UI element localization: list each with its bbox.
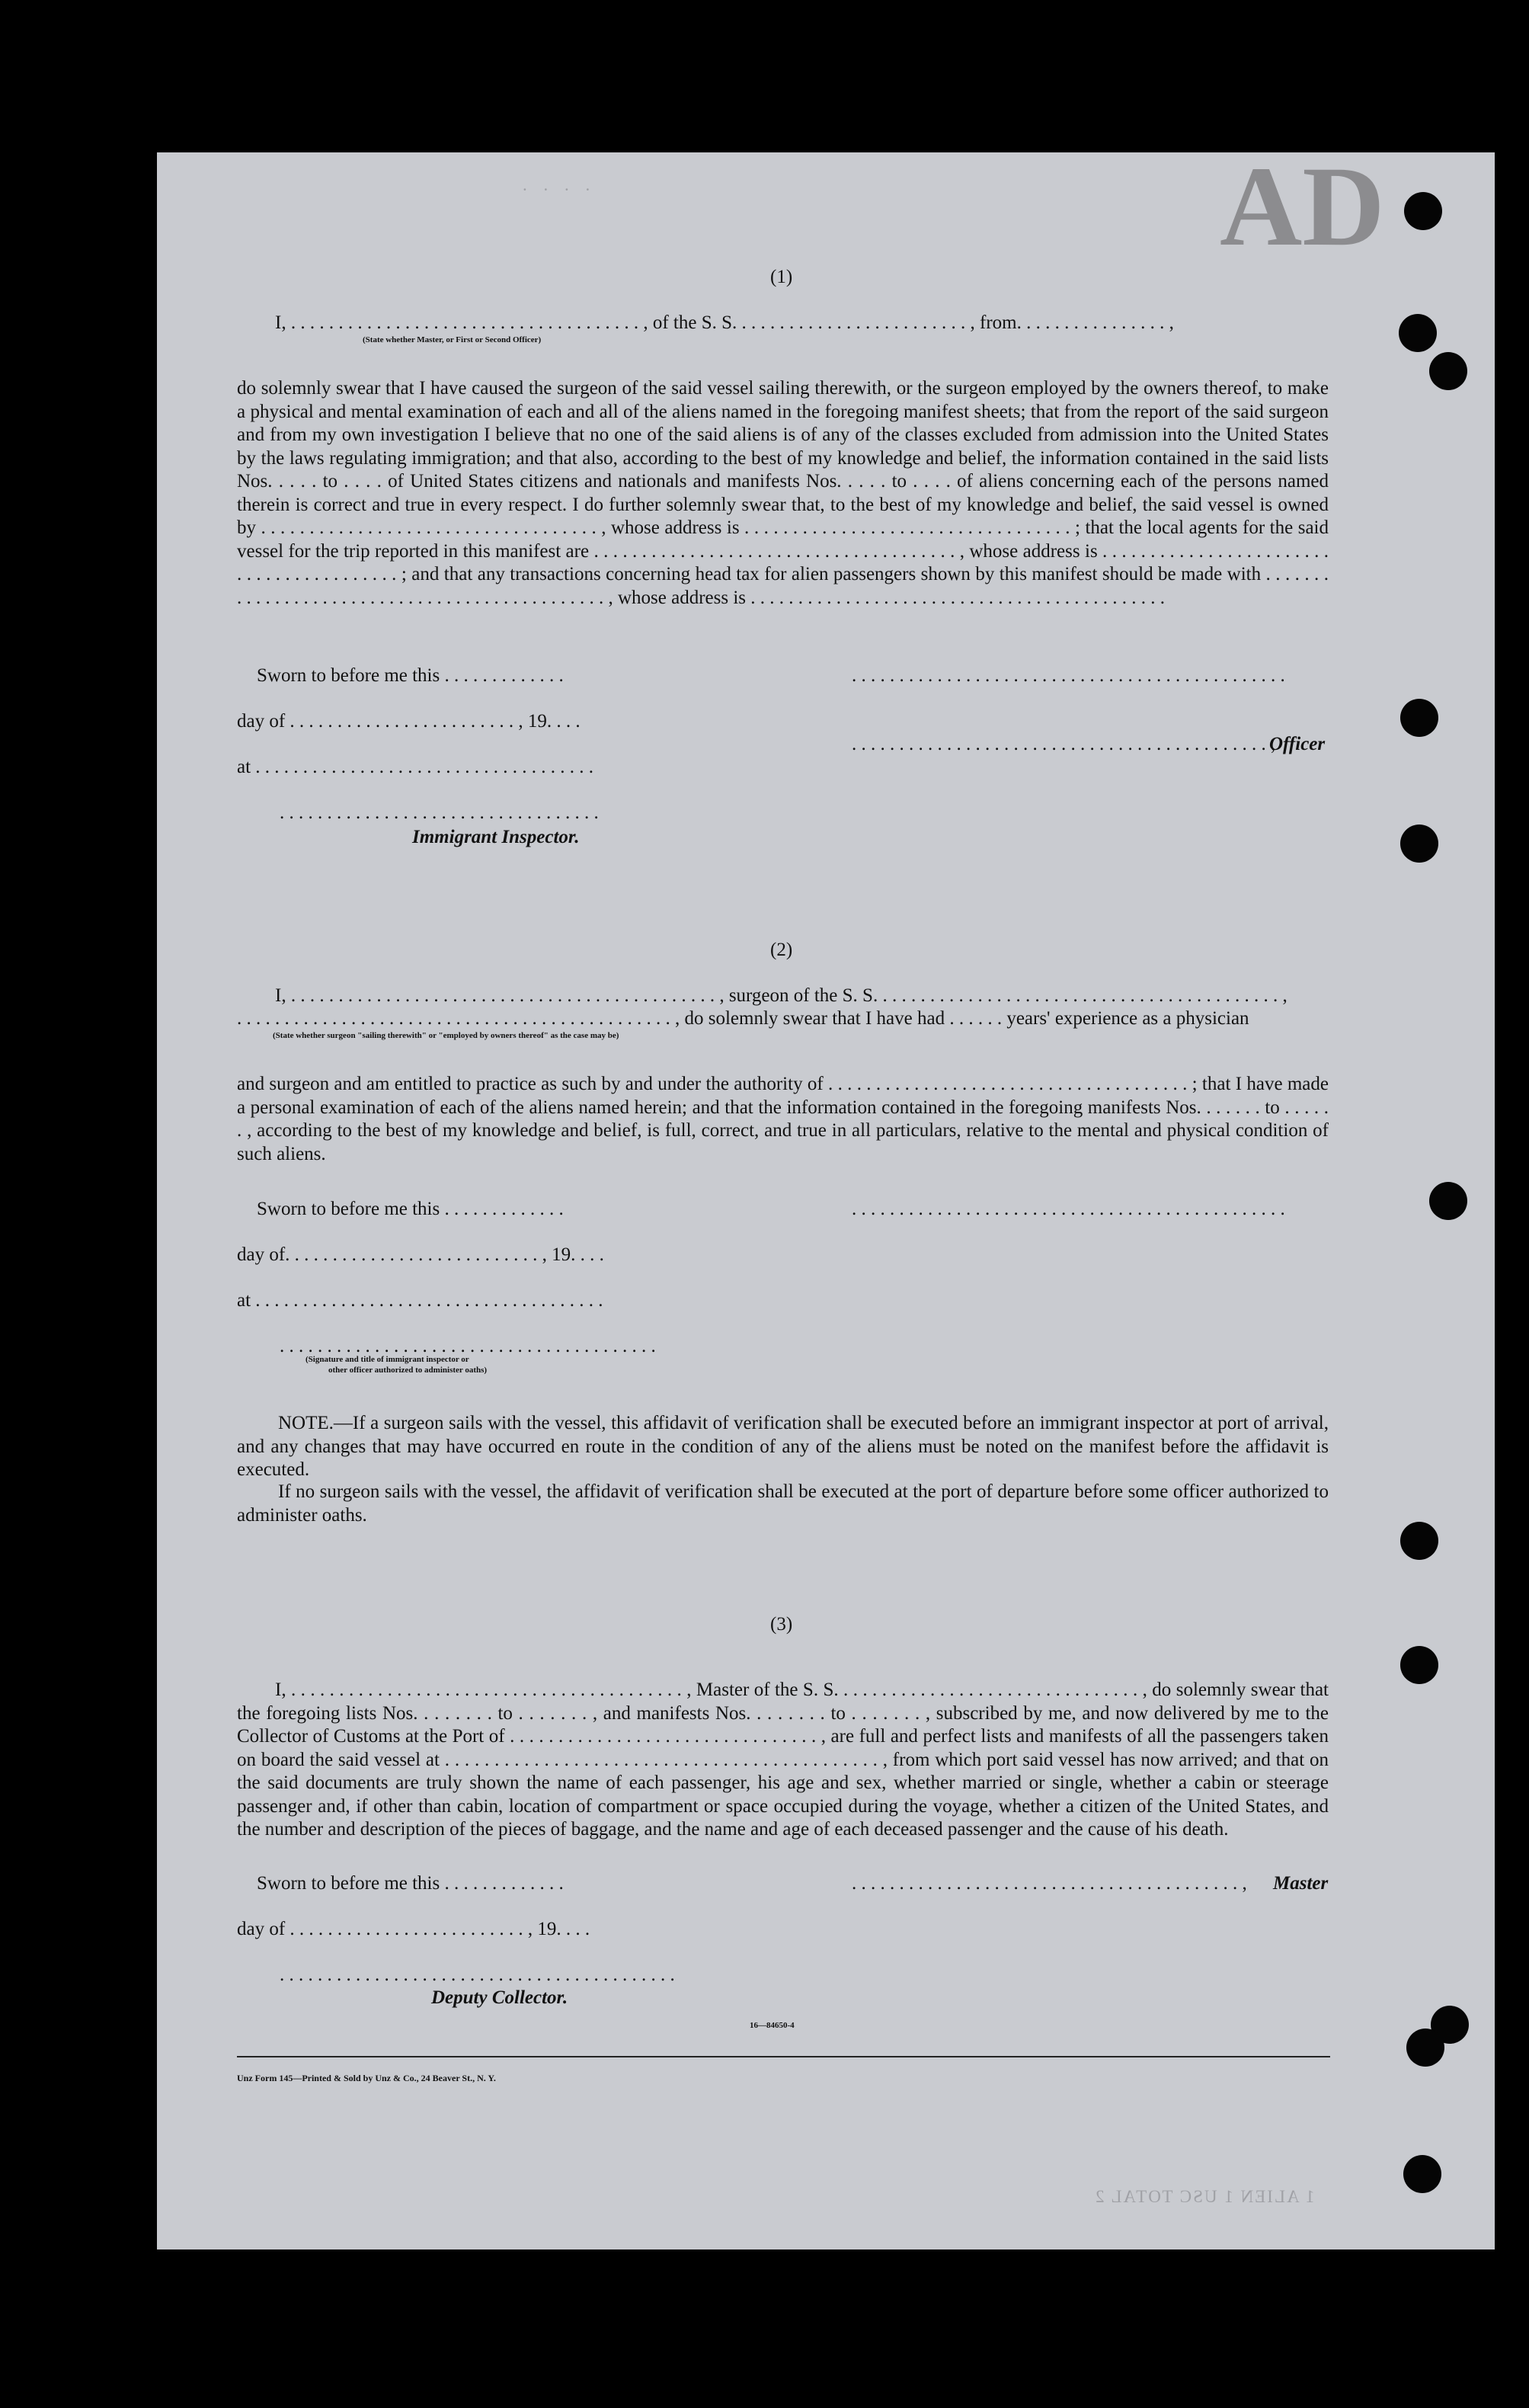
section-1-right-sign-dots: . . . . . . . . . . . . . . . . . . . . . . . . . . . . . . . . . . . . . . . . . . . . . . (852, 665, 1285, 686)
footer-rule (237, 2056, 1330, 2057)
punch-hole (1404, 192, 1442, 230)
section-1-officer-dots: . . . . . . . . . . . . . . . . . . . . . . . . . . . . . . . . . . . . . . . . . . . . , (852, 734, 1276, 754)
section-3-deputy-collector: Deputy Collector. (431, 1987, 568, 2008)
note-1: NOTE.—If a surgeon sails with the vessel, this affidavit of verification shall be executed before an immigrant inspector at port of arrival, and any changes that may have occurred en route in the condition of any of the aliens must be noted on the manifest before the affidavit is executed. (237, 1413, 1329, 1480)
section-2-signature-caption-1: (Signature and title of immigrant inspector or (305, 1355, 469, 1364)
form-code: 16—84650-4 (750, 2021, 795, 2030)
bottom-bleed-through: 1 ALIEN 1 USC TOTAL 2 (1094, 2187, 1315, 2206)
section-1-day: day of . . . . . . . . . . . . . . . . . . . . . . . . , 19. . . . (237, 711, 581, 732)
punch-hole (1429, 1182, 1467, 1220)
section-2-signature-caption-2: other officer authorized to administer oaths) (328, 1366, 488, 1375)
punch-hole (1406, 2029, 1444, 2067)
section-3-sworn: Sworn to before me this . . . . . . . . . . . . . (257, 1873, 564, 1894)
section-2-right-sign-dots: . . . . . . . . . . . . . . . . . . . . . . . . . . . . . . . . . . . . . . . . . . . . . . (852, 1199, 1285, 1219)
printer-footer: Unz Form 145—Printed & Sold by Unz & Co., 24 Beaver St., N. Y. (237, 2073, 496, 2083)
section-1-inspector-dots: . . . . . . . . . . . . . . . . . . . . . . . . . . . . . . . . . . (280, 802, 599, 823)
section-2-line-2: . . . . . . . . . . . . . . . . . . . . . . . . . . . . . . . . . . . . . . . . . . . . . . , do solemnly swear that I have had . . . . . . years' experience as a physician (237, 1008, 1249, 1029)
punch-hole (1403, 2155, 1441, 2193)
punch-hole (1400, 825, 1438, 863)
section-2-day: day of. . . . . . . . . . . . . . . . . . . . . . . . . . . , 19. . . . (237, 1244, 604, 1265)
section-1-body: do solemnly swear that I have caused the surgeon of the said vessel sailing therewith, or the surgeon employed by the owners thereof, to make a physical and mental examination of each and all of the aliens named in the foregoing manifest sheets; that from the report of the said surgeon and from my own investigation I believe that no one of the said aliens is of any of the classes excluded from admission into the United States by the laws regulating immigration; and that also, according to the best of my knowledge and belief, the information contained in the said lists Nos. . . . . to . . . . of United States citizens and nationals and manifests Nos. . . . . to . . . . of aliens concerning each of the persons named therein is correct and true in every respect. I do further solemnly swear that, to the best of my knowledge and belief, the said vessel is owned by . . . . . . . . . . . . . . . . . . . . . . . . . . . . . . . . . . . , whose address is . . . . . . . . . . . . . . . . . . . . . . . . . . . . . . . . . . ; that the local agents for the said vessel for the trip reported in this manifest are . . . . . . . . . . . . . . . . . . . . . . . . . . . . . . . . . . . . . . , whose address is . . . . . . . . . . . . . . . . . . . . . . . . . . . . . . . . . . . . . . . . . ; and that any transactions concerning head tax for alien passengers shown by this manifest should be made with . . . . . . . . . . . . . . . . . . . . . . . . . . . . . . . . . . . . . . . . . . . . . . , whose address is . . . . . . . . . . . . . . . . . . . . . . . . . . . . . . . . . . . . . . . . . . . . (237, 378, 1329, 608)
section-3-number: (3) (770, 1614, 793, 1635)
punch-hole (1400, 1522, 1438, 1560)
top-bleed-through: . . . . (523, 175, 597, 194)
section-1-caption: (State whether Master, or First or Second Officer) (363, 335, 542, 344)
punch-hole (1399, 314, 1437, 352)
section-2-signature-dots: . . . . . . . . . . . . . . . . . . . . . . . . . . . . . . . . . . . . . . . . (280, 1336, 656, 1356)
section-1-number: (1) (770, 267, 793, 287)
section-2-number: (2) (770, 940, 793, 960)
section-3-collector-dots: . . . . . . . . . . . . . . . . . . . . . . . . . . . . . . . . . . . . . . . . . . (280, 1965, 675, 1985)
section-1-at: at . . . . . . . . . . . . . . . . . . . . . . . . . . . . . . . . . . . . (237, 757, 594, 777)
section-2-sworn: Sworn to before me this . . . . . . . . . . . . . (257, 1199, 564, 1219)
section-1-sworn: Sworn to before me this . . . . . . . . . . . . . (257, 665, 564, 686)
section-2-caption: (State whether surgeon "sailing therewith" or "employed by owners thereof" as the case may be) (273, 1031, 619, 1040)
section-2-line-1: I, . . . . . . . . . . . . . . . . . . . . . . . . . . . . . . . . . . . . . . . . . . . . . , surgeon of the S. S. . . . . . . . . . . . . . . . . . . . . . . . . . . . . . . . . . . . . . . . . . . , (275, 985, 1287, 1006)
manifest-page (157, 143, 1495, 2249)
section-3-master: Master (1273, 1873, 1329, 1894)
section-1-line-1: I, . . . . . . . . . . . . . . . . . . . . . . . . . . . . . . . . . . . . . , of the S. S. . . . . . . . . . . . . . . . . . . . . . . . . , from. . . . . . . . . . . . . . . . , (275, 312, 1174, 333)
punch-hole (1400, 1646, 1438, 1684)
punch-hole (1429, 352, 1467, 390)
section-3-master-dots: . . . . . . . . . . . . . . . . . . . . . . . . . . . . . . . . . . . . . . . . . , (852, 1873, 1247, 1894)
section-2-body: and surgeon and am entitled to practice as such by and under the authority of . . . . . . . . . . . . . . . . . . . . . . . . . . . . . . . . . . . . . . ; that I have made a personal examination of each of the aliens named herein; and that the information contained in the foregoing manifests Nos. . . . . . . to . . . . . . , according to the best of my knowledge and belief, is full, correct, and true in all particulars, relative to the mental and physical condition of such aliens. (237, 1074, 1329, 1164)
section-3-day: day of . . . . . . . . . . . . . . . . . . . . . . . . . , 19. . . . (237, 1919, 590, 1939)
note-2: If no surgeon sails with the vessel, the affidavit of verification shall be executed at the port of departure before some officer authorized to administer oaths. (237, 1481, 1329, 1526)
section-3-body: I, . . . . . . . . . . . . . . . . . . . . . . . . . . . . . . . . . . . . . . . . . , Master of the S. S. . . . . . . . . . . . . . . . . . . . . . . . . . . . . . . . , do solemnly swear that the foregoing lists Nos. . . . . . . . to . . . . . . . , and manifests Nos. . . . . . . . to . . . . . . . , subscribed by me, and now delivered by me to the Collector of Customs at the Port of . . . . . . . . . . . . . . . . . . . . . . . . . . . . . . . . , are full and perfect lists and manifests of all the passengers taken on board the said vessel at . . . . . . . . . . . . . . . . . . . . . . . . . . . . . . . . . . . . . . . . . . . . , from which port said vessel has now arrived; and that on the said documents are truly shown the name of each passenger, his age and sex, whether married or single, whether a cabin or steerage passenger and, if other than cabin, location of compartment or space occupied during the voyage, whether a citizen of the United States, and the number and description of the pieces of baggage, and the name and age of each deceased passenger and the cause of his death. (237, 1680, 1329, 1840)
section-2-at: at . . . . . . . . . . . . . . . . . . . . . . . . . . . . . . . . . . . . . (237, 1290, 603, 1311)
section-1-officer: Officer (1269, 734, 1326, 754)
faint-ad-stamp: AD (1220, 143, 1385, 270)
punch-hole (1400, 699, 1438, 737)
section-1-immigrant-inspector: Immigrant Inspector. (412, 827, 580, 847)
